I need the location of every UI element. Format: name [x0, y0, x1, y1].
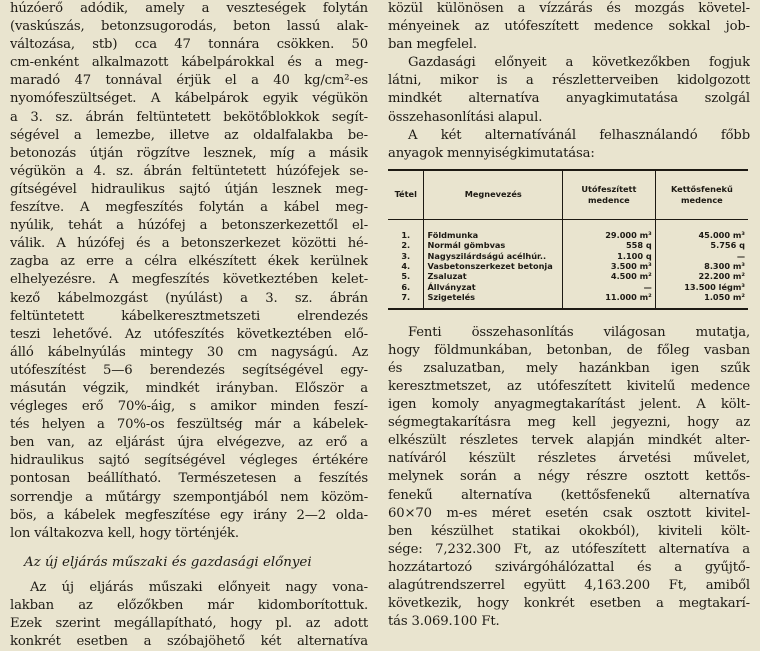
cell-description: Nagyszilárdságú acélhúr.. — [424, 251, 563, 261]
text-line: nyúlik, tehát a húzófej a betonszerkezettől el- — [10, 218, 368, 234]
text-line: 60×70 m-es méret esetén csak osztott kivitel- — [388, 505, 750, 521]
text-line: sége: 7,232.300 Ft, az utófeszített alternatíva a — [388, 541, 750, 557]
text-line: tés helyen a 70%-os feszültség már a kábelek- — [10, 417, 368, 433]
text-line: alagútrendszerrel együtt 4,163.200 Ft, amiből — [388, 578, 750, 593]
text-line: ségmegtakarításra meg kell jegyezni, hogy az — [388, 415, 750, 431]
cell-double-bottom: 13.500 légm³ — [684, 281, 745, 292]
text-line: lon váltakozva kell, hogy történjék. — [10, 525, 239, 541]
cell-post-tensioned: 3.500 m³ — [563, 261, 656, 271]
text-line: cm-enként alkalmazott kábelpárokkal és a meg- — [10, 55, 368, 71]
text-line: húzóerő adódik, amely a veszteségek folytán — [10, 1, 368, 16]
cell-item-no: 4. — [388, 261, 424, 271]
text-line: elkészült részletes tervek alapján mindkét alter- — [388, 433, 750, 449]
header-post-tensioned: Utófeszített medence — [563, 170, 656, 220]
text-line: kező kábelmozgást (nyúlást) a 3. sz. ábrán — [10, 290, 368, 306]
text-line: natíváról készült részletes árvetési művelet, — [388, 451, 750, 467]
text-line: álló kábelnyúlás mintegy 30 cm nagyságú. Az — [10, 344, 368, 360]
material-quantity-table-wrap — [388, 169, 750, 310]
text-line: Az új eljárás műszaki előnyeit nagy vona- — [30, 579, 368, 595]
text-line: Ezek szerint megállapítható, hogy pl. az adott — [10, 616, 368, 631]
table-row — [388, 282, 748, 292]
cell-post-tensioned: 29.000 m³ — [563, 219, 656, 240]
table-row — [388, 271, 748, 281]
cell-double-bottom: 1.050 m² — [704, 292, 745, 303]
header-double-bottom: Kettősfenekű medence — [655, 170, 748, 220]
cell-post-tensioned: 558 q — [563, 240, 656, 250]
text-line: feszítve. A megfeszítés folytán a kábel meg- — [10, 200, 368, 216]
table-row — [388, 219, 748, 240]
text-line: maradó 47 tonnával érjük el a 40 kg/cm²-es — [10, 73, 368, 89]
text-line: mindkét alternatíva anyagkimutatása szolgál — [388, 91, 750, 107]
text-line: anyagok mennyiségkimutatása: — [388, 145, 595, 161]
cell-double-bottom: — — [736, 250, 745, 261]
text-line: végleges erő 70%-áig, s amikor minden feszí- — [10, 399, 368, 415]
cell-post-tensioned: 4.500 m² — [563, 271, 656, 281]
text-line: ségével a lemezbe, illetve az oldalfalakba be- — [10, 127, 368, 143]
text-line: következik, hogy konkrét esetben a megtakarí- — [388, 596, 750, 612]
text-line: közül különösen a vízzárás és mozgás követel- — [388, 1, 750, 16]
cell-post-tensioned: 1.100 q — [563, 251, 656, 261]
text-line: ben van, az eljárást újra elvégezve, az erő a — [10, 435, 368, 451]
cell-item-no: 7. — [388, 292, 424, 308]
left-column — [10, 0, 368, 651]
text-line: teszi lehetővé. Az utófeszítés következtében elő- — [10, 326, 368, 342]
section-heading: Az új eljárás műszaki és gazdasági előnyei — [24, 554, 312, 570]
text-line: hozzátartozó szivárgóhálózattal és a gyűjtő- — [388, 559, 750, 575]
text-line: igen komoly anyagmegtakarítást jelent. A költ- — [388, 397, 750, 413]
cell-double-bottom: 8.300 m³ — [704, 261, 745, 272]
cell-description: Állványzat — [424, 282, 563, 292]
header-description: Megnevezés — [424, 170, 563, 220]
text-line: Fenti összehasonlítás világosan mutatja, — [408, 324, 750, 340]
text-line: fenekű alternatíva (kettősfenekű alternatíva — [388, 487, 750, 503]
text-line: keresztmetszet, az utófeszített kivitelű medence — [388, 378, 750, 394]
text-line: zagba az erre a célra elkészített ékek kerülnek — [10, 254, 368, 270]
text-line: végükön a 4. sz. ábrán feltüntetett húzófejek se- — [10, 163, 368, 179]
cell-description: Szigetelés — [424, 292, 563, 308]
text-line: pontosan beállítható. Természetesen a feszítés — [10, 471, 368, 487]
text-line: válik. A húzófej és a betonszerkezet közötti hé- — [10, 236, 368, 252]
text-line: betonozás útján rögzítve lesznek, míg a másik — [10, 145, 368, 161]
cell-item-no: 1. — [388, 219, 424, 240]
cell-description: Vasbetonszerkezet betonja — [424, 261, 563, 271]
text-line: bös, a kábelek megfeszítése egy irány 2—2 olda- — [10, 507, 368, 523]
cell-item-no: 5. — [388, 271, 424, 281]
cell-post-tensioned: — — [563, 282, 656, 292]
text-line: hidraulikus sajtó segítségével végleges értékére — [10, 453, 368, 469]
text-line: gítségével hidraulikus sajtó útján lesznek meg- — [10, 181, 368, 197]
text-line: ményeinek az utófeszített medence sokkal job- — [388, 19, 750, 35]
text-line: ben készülhet statikai okokból), kiviteli költ- — [388, 523, 750, 539]
text-line: nyomófeszültséget. A kábelpárok egyik végükön — [10, 91, 368, 107]
cell-item-no: 6. — [388, 282, 424, 292]
text-line: (vaskúszás, betonzsugorodás, beton lassú alak- — [10, 19, 368, 35]
cell-post-tensioned: 11.000 m² — [563, 292, 656, 308]
header-item-no: Tétel — [388, 170, 424, 220]
paragraph-table-intro — [388, 127, 750, 163]
text-line: lakban az előzőkben már kidomborítottuk. — [10, 597, 368, 613]
text-line: másután végzik, mindkét irányban. Először a — [10, 380, 368, 396]
table-row — [388, 240, 748, 250]
table-row — [388, 292, 748, 308]
cell-double-bottom: 5.756 q — [710, 240, 745, 251]
text-line: ban megfelel. — [388, 37, 477, 53]
cell-double-bottom: 45.000 m³ — [698, 229, 745, 240]
text-line: tás 3.069.100 Ft. — [388, 614, 500, 630]
paragraph-economic-advantages — [388, 54, 750, 126]
table-row — [388, 261, 748, 271]
cell-item-no: 3. — [388, 251, 424, 261]
cell-description: Normál gömbvas — [424, 240, 563, 250]
text-line: és zsaluzatban, mely hazánkban igen szűk — [388, 360, 750, 376]
right-column — [388, 0, 750, 631]
table-row — [388, 251, 748, 261]
text-line: látni, mikor is a részletterveiben kidolgozott — [388, 73, 750, 89]
text-line: hogy földmunkában, betonban, de főleg vasban — [388, 342, 750, 358]
paragraph-comparison-conclusion — [388, 324, 750, 632]
text-line: változása, stb) cca 47 tonnára csökken. 50 — [10, 37, 368, 53]
cell-description: Zsaluzat — [424, 271, 563, 281]
text-line: sorrendje a műtárgy szempontjából nem közöm- — [10, 489, 368, 505]
cell-double-bottom: 22.200 m² — [698, 271, 745, 282]
text-line: összehasonlítási alapul. — [388, 109, 543, 125]
cell-description: Földmunka — [424, 219, 563, 240]
text-line: feltüntetett kábelkeresztmetszeti elrendezés — [10, 308, 368, 324]
text-line: A két alternatívánál felhasználandó főbb — [408, 127, 750, 143]
table-header-row — [388, 170, 748, 220]
text-line: melynek során a négy részre osztott kettős- — [388, 469, 750, 485]
text-line: utófeszítést 5—6 berendezés segítségével egy- — [10, 362, 368, 378]
cell-item-no: 2. — [388, 240, 424, 250]
text-line: a 3. sz. ábrán feltüntetett bekötőblokkok segít- — [10, 109, 368, 125]
text-line: Gazdasági előnyeit a következőkben fogjuk — [408, 55, 750, 71]
text-line: konkrét esetben a szóbajöhető két alternatíva — [10, 634, 368, 650]
material-quantity-table — [388, 169, 748, 310]
paragraph-watertightness — [388, 0, 750, 54]
text-line: elhelyezésre. A megfeszítés következtében kelet- — [10, 272, 368, 288]
paragraph-technical-advantages — [10, 579, 368, 651]
paragraph-cable-tensioning — [10, 0, 368, 543]
